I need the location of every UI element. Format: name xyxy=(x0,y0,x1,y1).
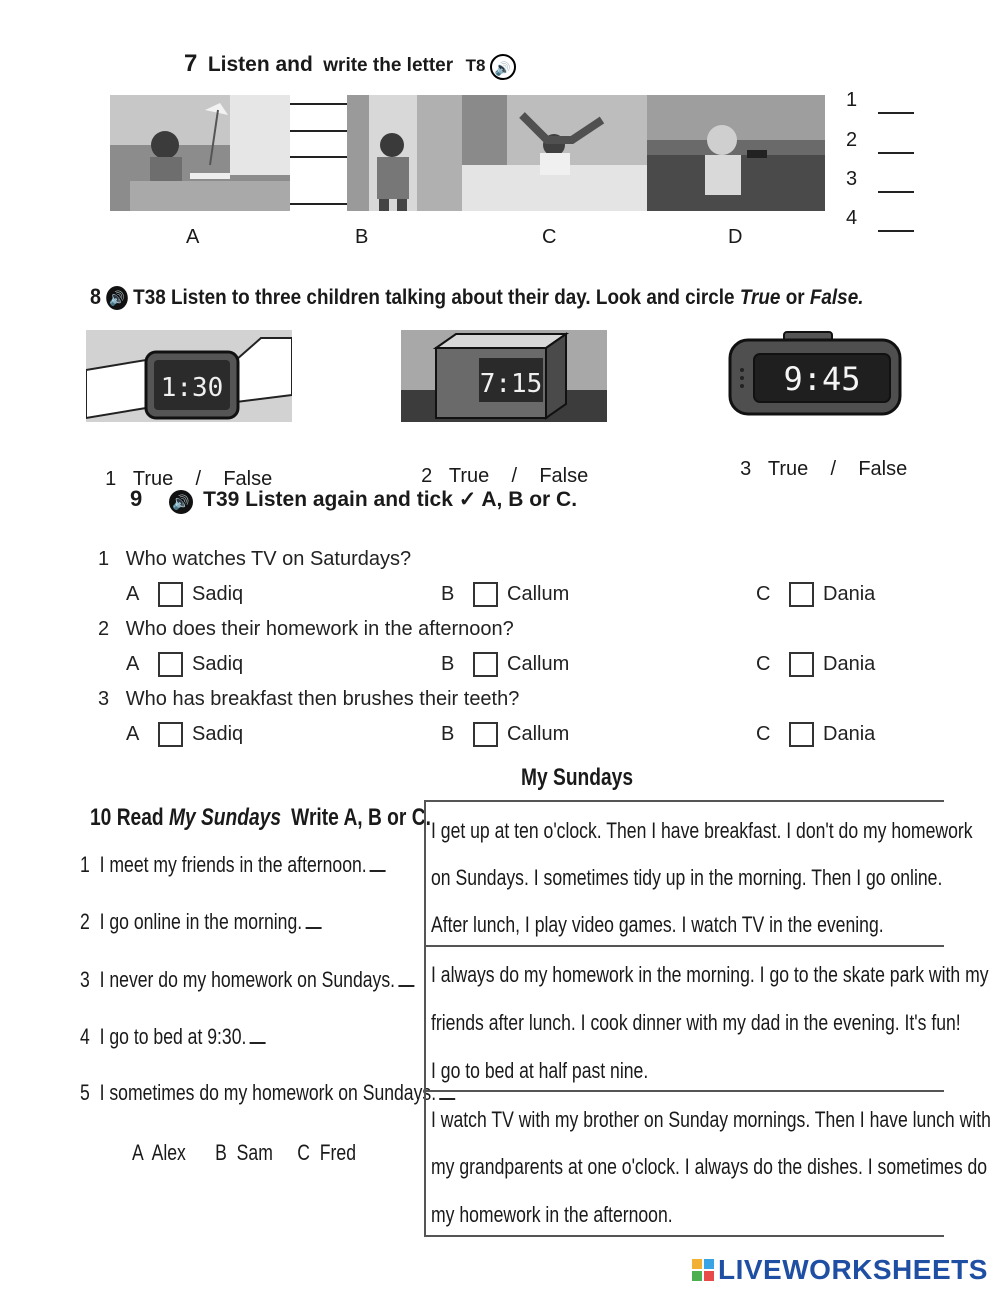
text-3-line: my grandparents at one o'clock. I always do the dishes. I sometimes do xyxy=(431,1154,988,1179)
ex7-title-a: Listen and xyxy=(207,53,313,76)
ex10-heading-c: Write A, B or C. xyxy=(291,804,431,831)
photo-label-b: B xyxy=(355,226,369,248)
option-name: Sadiq xyxy=(192,723,244,745)
ex9-heading xyxy=(130,486,577,514)
statement-4: 4 I go to bed at 9:30. xyxy=(80,1024,266,1050)
tick-box-q1-a[interactable] xyxy=(158,582,183,607)
true-false-choice-3[interactable]: True / False xyxy=(767,458,908,480)
statement-5: 5 I sometimes do my homework on Sundays. xyxy=(80,1080,455,1106)
answer-blank-2[interactable] xyxy=(305,927,321,929)
ex9-title: T39 Listen again and tick ✓ A, B or C. xyxy=(203,488,578,511)
photo-d-girl-tv xyxy=(647,95,825,211)
ex8-row-number: 2 xyxy=(421,465,433,487)
tick-box-q3-c[interactable] xyxy=(789,722,814,747)
ex8-speaker-icon[interactable]: 🔊 xyxy=(106,286,128,310)
ex10-heading-a: 10 Read xyxy=(90,804,164,831)
photo-label-a: A xyxy=(186,226,200,248)
ex8-false-word: False. xyxy=(809,286,864,309)
text-1-line: on Sundays. I sometimes tidy up in the morning. Then I go online. xyxy=(431,865,943,890)
option-letter: B xyxy=(441,723,455,745)
ex7-track: T8 xyxy=(465,56,486,75)
option-letter: A xyxy=(126,583,140,605)
alarm-clock-image xyxy=(716,330,902,420)
question-2: 2 Who does their homework in the afternoon? xyxy=(98,618,514,640)
liveworksheets-logo-icon xyxy=(692,1259,714,1281)
alarm-clock-time-3: 9:45 xyxy=(783,360,861,398)
option-name: Sadiq xyxy=(192,653,244,675)
question-1: 1 Who watches TV on Saturdays? xyxy=(98,548,412,570)
statement-3: 3 I never do my homework on Sundays. xyxy=(80,967,414,993)
text-2-line: I always do my homework in the morning. I go to the skate park with my xyxy=(431,962,989,987)
option-name: Callum xyxy=(507,653,570,675)
option-name: Dania xyxy=(823,583,876,605)
option-name: Callum xyxy=(507,723,570,745)
option-name: Sadiq xyxy=(192,583,244,605)
text-2-line: friends after lunch. I cook dinner with my dad in the evening. It's fun! xyxy=(431,1010,961,1035)
ex8-row-3 xyxy=(729,435,907,481)
statement-1: 1 I meet my friends in the afternoon. xyxy=(80,852,386,878)
connector-line xyxy=(290,203,347,205)
ex7-answer-number: 3 xyxy=(846,168,858,190)
ex10-heading xyxy=(90,804,431,832)
liveworksheets-brand[interactable]: LIVEWORKSHEETS xyxy=(718,1254,988,1285)
tick-box-q3-b[interactable] xyxy=(473,722,498,747)
ex7-speaker-icon[interactable]: 🔊 xyxy=(490,54,516,80)
option-name: Dania xyxy=(823,653,876,675)
answer-blank-1[interactable] xyxy=(370,870,386,872)
ex7-answer-blank-3[interactable] xyxy=(878,191,914,193)
question-3: 3 Who has breakfast then brushes their teeth? xyxy=(98,688,520,710)
ex10-heading-b: My Sundays xyxy=(168,804,282,831)
option-letter: A xyxy=(126,653,140,675)
photo-label-d: D xyxy=(728,226,743,248)
ex8-or-word: or xyxy=(785,286,805,309)
text-3-line: my homework in the afternoon. xyxy=(431,1202,673,1227)
character-names: A Alex B Sam C Fred xyxy=(132,1140,356,1165)
ex8-true-word: True xyxy=(739,286,781,309)
ex7-answer-blank-4[interactable] xyxy=(878,230,914,232)
ex8-row-number: 3 xyxy=(740,458,752,480)
option-name: Callum xyxy=(507,583,570,605)
text-3-line: I watch TV with my brother on Sunday mornings. Then I have lunch with xyxy=(431,1107,991,1132)
option-letter: B xyxy=(441,583,455,605)
ex8-number: 8 xyxy=(90,284,102,309)
cube-clock-time-2: 7:15 xyxy=(479,369,543,399)
ex7-title-b: write the letter xyxy=(323,55,454,76)
answer-blank-3[interactable] xyxy=(398,985,414,987)
true-false-choice-1[interactable]: True / False xyxy=(132,468,273,490)
ex9-number: 9 xyxy=(130,486,143,511)
cube-clock-image xyxy=(401,330,607,422)
option-letter: B xyxy=(441,653,455,675)
ex7-heading xyxy=(184,50,516,80)
true-false-choice-2[interactable]: True / False xyxy=(448,465,589,487)
tick-box-q2-b[interactable] xyxy=(473,652,498,677)
ex8-row-1 xyxy=(94,445,272,491)
ex9-speaker-icon[interactable]: 🔊 xyxy=(169,490,193,514)
ex7-answer-blank-2[interactable] xyxy=(878,152,914,154)
text-1-line: After lunch, I play video games. I watch TV in the evening. xyxy=(431,912,884,937)
my-sundays-title: My Sundays xyxy=(521,764,634,791)
connector-line xyxy=(290,130,347,132)
ex8-row-number: 1 xyxy=(105,468,117,490)
tick-box-q2-a[interactable] xyxy=(158,652,183,677)
photo-b-boy-door xyxy=(347,95,462,211)
connector-line xyxy=(290,103,347,105)
tick-box-q1-b[interactable] xyxy=(473,582,498,607)
option-letter: C xyxy=(756,723,771,745)
ex7-answer-number: 4 xyxy=(846,207,858,229)
text-1-line: I get up at ten o'clock. Then I have breakfast. I don't do my homework xyxy=(431,818,973,843)
answer-blank-4[interactable] xyxy=(250,1042,266,1044)
statement-2: 2 I go online in the morning. xyxy=(80,909,321,935)
ex8-title: T38 Listen to three children talking about their day. Look and circle xyxy=(133,286,735,309)
photo-a-boy-homework xyxy=(110,95,290,211)
photo-c-girl-waking xyxy=(462,95,647,211)
option-letter: C xyxy=(756,583,771,605)
tick-box-q3-a[interactable] xyxy=(158,722,183,747)
ex7-answer-blank-1[interactable] xyxy=(878,112,914,114)
tick-box-q2-c[interactable] xyxy=(789,652,814,677)
ex7-answer-number: 1 xyxy=(846,89,858,111)
watch-time-1: 1:30 xyxy=(160,373,224,403)
tick-box-q1-c[interactable] xyxy=(789,582,814,607)
connector-line xyxy=(290,156,347,158)
photo-label-c: C xyxy=(542,226,557,248)
text-2-line: I go to bed at half past nine. xyxy=(431,1058,649,1083)
ex8-row-2 xyxy=(410,442,588,488)
watch-image xyxy=(86,330,292,422)
option-name: Dania xyxy=(823,723,876,745)
ex7-answer-number: 2 xyxy=(846,129,858,151)
option-letter: A xyxy=(126,723,140,745)
ex8-heading xyxy=(90,284,863,310)
ex7-number: 7 xyxy=(184,50,198,77)
option-letter: C xyxy=(756,653,771,675)
